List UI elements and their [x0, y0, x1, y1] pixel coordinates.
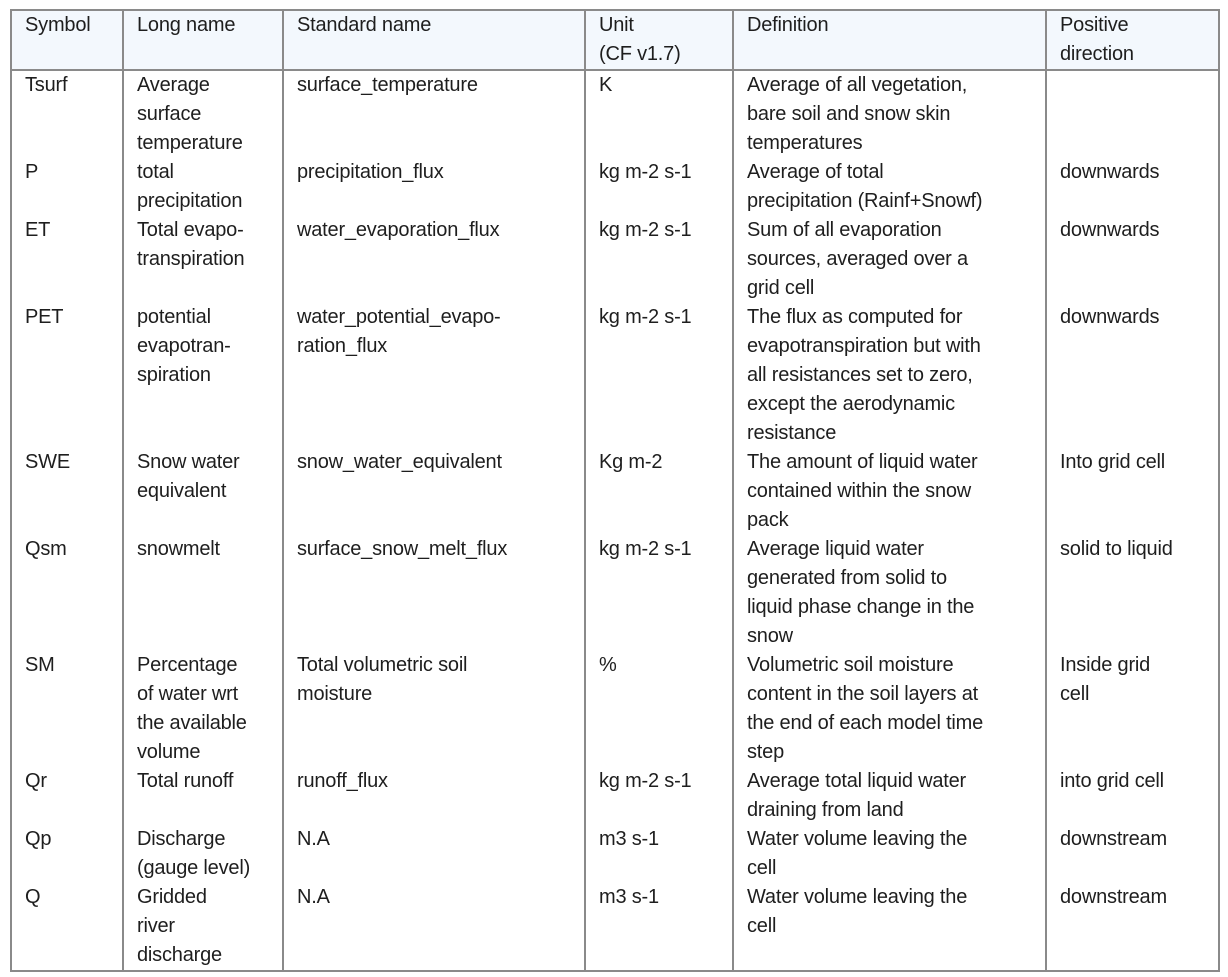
- cell-definition-line: resistance: [747, 422, 837, 444]
- cell-unit-text: kg m-2 s-1: [599, 538, 692, 560]
- cell-definition: [733, 883, 1046, 971]
- cell-unit-text: kg m-2 s-1: [599, 306, 692, 328]
- cell-positive-direction: [1046, 767, 1219, 825]
- cell-definition-line: Volumetric soil moisture: [747, 654, 954, 676]
- cell-symbol: [11, 535, 123, 651]
- cell-unit: [585, 883, 733, 971]
- cell-definition-line: cell: [747, 915, 777, 937]
- cell-standard-name-line: runoff_flux: [297, 770, 388, 792]
- cell-symbol: [11, 70, 123, 158]
- cell-definition: [733, 651, 1046, 767]
- cell-standard-name: [283, 535, 585, 651]
- cell-definition-line: The flux as computed for: [747, 306, 963, 328]
- cell-unit-text: Kg m-2: [599, 451, 663, 473]
- cell-long-name-line: the available: [137, 712, 247, 734]
- cell-long-name: [123, 448, 283, 535]
- header-positive-direction: Positive direction: [1046, 10, 1219, 70]
- cell-symbol-text: SWE: [25, 451, 70, 473]
- cell-symbol-text: P: [25, 161, 39, 183]
- cell-standard-name-line: moisture: [297, 683, 373, 705]
- cell-definition-line: Average of total: [747, 161, 884, 183]
- cell-unit-text: %: [599, 654, 617, 676]
- cell-standard-name-line: surface_temperature: [297, 74, 478, 96]
- table-row: [11, 535, 1219, 651]
- header-long-name: Long name: [123, 10, 283, 70]
- cell-long-name-line: surface: [137, 103, 202, 125]
- cell-unit: [585, 767, 733, 825]
- table-row: [11, 448, 1219, 535]
- cell-positive-direction: [1046, 535, 1219, 651]
- cell-long-name-line: potential: [137, 306, 211, 328]
- cell-long-name-line: total: [137, 161, 174, 183]
- cell-standard-name: [283, 825, 585, 883]
- cell-unit: [585, 158, 733, 216]
- cell-long-name-line: Average: [137, 74, 210, 96]
- cell-long-name: [123, 825, 283, 883]
- header-definition: Definition: [733, 10, 1046, 70]
- cell-positive-direction: [1046, 303, 1219, 448]
- cell-symbol: [11, 767, 123, 825]
- cell-standard-name-line: snow_water_equivalent: [297, 451, 502, 473]
- cell-positive-direction-line: Inside grid: [1060, 654, 1151, 676]
- cell-symbol: [11, 303, 123, 448]
- cell-definition-line: draining from land: [747, 799, 904, 821]
- cell-positive-direction: [1046, 883, 1219, 971]
- cell-unit-text: m3 s-1: [599, 886, 659, 908]
- cell-symbol-text: Qsm: [25, 538, 67, 560]
- cell-unit: [585, 216, 733, 303]
- cell-long-name: [123, 303, 283, 448]
- table-row: [11, 767, 1219, 825]
- cell-standard-name: [283, 303, 585, 448]
- cell-standard-name-line: N.A: [297, 886, 330, 908]
- cell-long-name: [123, 651, 283, 767]
- cell-positive-direction-line: downwards: [1060, 219, 1160, 241]
- cell-positive-direction: [1046, 158, 1219, 216]
- table-row: [11, 883, 1219, 971]
- cell-symbol-text: SM: [25, 654, 55, 676]
- cell-definition-line: Water volume leaving the: [747, 886, 968, 908]
- cell-definition-line: the end of each model time: [747, 712, 984, 734]
- cell-standard-name: [283, 651, 585, 767]
- table-row: [11, 216, 1219, 303]
- cell-definition: [733, 158, 1046, 216]
- cell-positive-direction-line: downwards: [1060, 306, 1160, 328]
- cell-definition-line: liquid phase change in the: [747, 596, 975, 618]
- cell-positive-direction: [1046, 216, 1219, 303]
- cell-positive-direction-line: cell: [1060, 683, 1090, 705]
- header-symbol: Symbol: [11, 10, 123, 70]
- cell-definition-line: temperatures: [747, 132, 863, 154]
- cell-definition-line: grid cell: [747, 277, 815, 299]
- cell-positive-direction: [1046, 70, 1219, 158]
- cell-standard-name-line: precipitation_flux: [297, 161, 444, 183]
- cell-positive-direction-line: downwards: [1060, 161, 1160, 183]
- cell-standard-name-line: surface_snow_melt_flux: [297, 538, 508, 560]
- cell-standard-name-line: N.A: [297, 828, 330, 850]
- cell-definition-line: Average of all vegetation,: [747, 74, 968, 96]
- cell-symbol: [11, 883, 123, 971]
- table-row: [11, 303, 1219, 448]
- cell-long-name-line: Total runoff: [137, 770, 234, 792]
- cell-definition: [733, 767, 1046, 825]
- cell-positive-direction-line: Into grid cell: [1060, 451, 1166, 473]
- cell-standard-name-line: water_evaporation_flux: [297, 219, 500, 241]
- cell-positive-direction-line: downstream: [1060, 886, 1167, 908]
- cell-symbol: [11, 216, 123, 303]
- cell-long-name-line: temperature: [137, 132, 243, 154]
- table-row: [11, 158, 1219, 216]
- cell-long-name-line: precipitation: [137, 190, 243, 212]
- cell-long-name-line: snowmelt: [137, 538, 220, 560]
- cell-symbol: [11, 158, 123, 216]
- cell-long-name-line: Snow water: [137, 451, 240, 473]
- cell-definition-line: step: [747, 741, 785, 763]
- cell-long-name-line: of water wrt: [137, 683, 238, 705]
- cell-long-name: [123, 767, 283, 825]
- cell-definition: [733, 825, 1046, 883]
- table-row: [11, 825, 1219, 883]
- cell-symbol: [11, 825, 123, 883]
- cell-unit: [585, 303, 733, 448]
- cell-definition-line: sources, averaged over a: [747, 248, 968, 270]
- cell-long-name-line: Gridded: [137, 886, 207, 908]
- cell-definition-line: bare soil and snow skin: [747, 103, 951, 125]
- cell-unit: [585, 825, 733, 883]
- cell-symbol-text: Qr: [25, 770, 47, 792]
- cell-symbol-text: Q: [25, 886, 41, 908]
- cell-long-name: [123, 70, 283, 158]
- cell-definition-line: evapotranspiration but with: [747, 335, 981, 357]
- cell-standard-name: [283, 70, 585, 158]
- cell-definition: [733, 303, 1046, 448]
- cell-unit: [585, 448, 733, 535]
- cell-long-name-line: Percentage: [137, 654, 238, 676]
- cell-standard-name-line: water_potential_evapo-: [297, 306, 501, 328]
- cell-unit: [585, 651, 733, 767]
- cell-definition-line: snow: [747, 625, 793, 647]
- cell-positive-direction-line: downstream: [1060, 828, 1167, 850]
- cell-unit-text: kg m-2 s-1: [599, 219, 692, 241]
- cell-definition-line: contained within the snow: [747, 480, 972, 502]
- cell-definition-line: Water volume leaving the: [747, 828, 968, 850]
- cell-long-name-line: spiration: [137, 364, 211, 386]
- cell-unit-text: K: [599, 74, 613, 96]
- cell-long-name-line: transpiration: [137, 248, 245, 270]
- cell-positive-direction: [1046, 825, 1219, 883]
- cell-definition-line: cell: [747, 857, 777, 879]
- cell-long-name-line: Discharge: [137, 828, 226, 850]
- cell-positive-direction-line: solid to liquid: [1060, 538, 1173, 560]
- cell-long-name: [123, 158, 283, 216]
- cell-standard-name: [283, 448, 585, 535]
- cell-definition-line: except the aerodynamic: [747, 393, 955, 415]
- cell-long-name: [123, 883, 283, 971]
- cell-standard-name: [283, 767, 585, 825]
- cell-standard-name: [283, 216, 585, 303]
- cell-definition-line: generated from solid to: [747, 567, 947, 589]
- cell-standard-name-line: ration_flux: [297, 335, 388, 357]
- table-body: [11, 70, 1219, 971]
- cell-long-name-line: volume: [137, 741, 201, 763]
- header-standard-name: Standard name: [283, 10, 585, 70]
- cell-long-name: [123, 535, 283, 651]
- cell-unit-text: kg m-2 s-1: [599, 161, 692, 183]
- cell-definition: [733, 448, 1046, 535]
- cell-standard-name: [283, 883, 585, 971]
- cell-definition-line: precipitation (Rainf+Snowf): [747, 190, 983, 212]
- cell-symbol-text: Qp: [25, 828, 52, 850]
- cell-unit: [585, 535, 733, 651]
- cell-definition-line: Sum of all evaporation: [747, 219, 942, 241]
- cell-long-name: [123, 216, 283, 303]
- cell-definition-line: all resistances set to zero,: [747, 364, 973, 386]
- header-unit: Unit (CF v1.7): [585, 10, 733, 70]
- cell-symbol-text: PET: [25, 306, 64, 328]
- cell-long-name-line: evapotran-: [137, 335, 231, 357]
- cell-standard-name-line: Total volumetric soil: [297, 654, 468, 676]
- cell-definition-line: pack: [747, 509, 789, 531]
- variables-table: [10, 9, 1220, 972]
- cell-symbol: [11, 651, 123, 767]
- cell-definition-line: Average total liquid water: [747, 770, 967, 792]
- cell-long-name-line: equivalent: [137, 480, 227, 502]
- cell-definition: [733, 535, 1046, 651]
- cell-long-name-line: discharge: [137, 944, 222, 966]
- cell-long-name-line: river: [137, 915, 175, 937]
- cell-symbol-text: ET: [25, 219, 51, 241]
- cell-definition-line: The amount of liquid water: [747, 451, 978, 473]
- cell-symbol: [11, 448, 123, 535]
- cell-long-name-line: (gauge level): [137, 857, 251, 879]
- table-header-row: [11, 10, 1219, 70]
- cell-standard-name: [283, 158, 585, 216]
- cell-positive-direction-line: into grid cell: [1060, 770, 1164, 792]
- cell-definition-line: Average liquid water: [747, 538, 924, 560]
- cell-definition: [733, 216, 1046, 303]
- cell-unit-text: kg m-2 s-1: [599, 770, 692, 792]
- cell-positive-direction: [1046, 448, 1219, 535]
- cell-definition: [733, 70, 1046, 158]
- cell-definition-line: content in the soil layers at: [747, 683, 978, 705]
- cell-unit-text: m3 s-1: [599, 828, 659, 850]
- cell-symbol-text: Tsurf: [25, 74, 68, 96]
- table-row: [11, 651, 1219, 767]
- cell-long-name-line: Total evapo-: [137, 219, 244, 241]
- table-row: [11, 70, 1219, 158]
- cell-unit: [585, 70, 733, 158]
- cell-positive-direction: [1046, 651, 1219, 767]
